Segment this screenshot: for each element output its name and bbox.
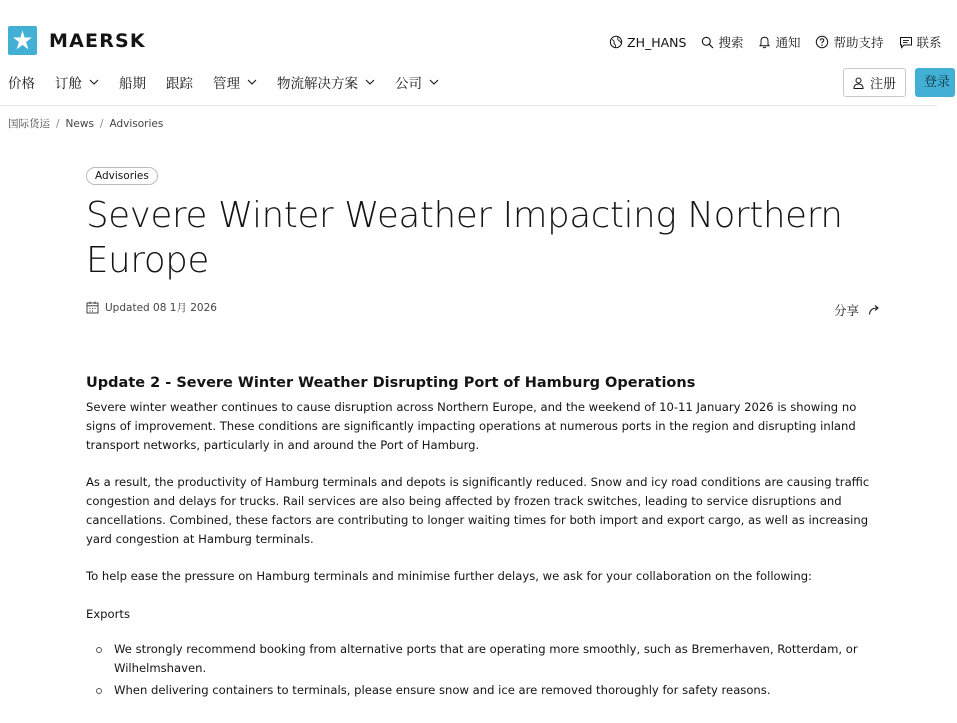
nav-label: 船期 [119,76,146,92]
category-tag[interactable]: Advisories [86,167,158,185]
help-link[interactable] [815,33,883,51]
login-button[interactable] [915,68,955,97]
notifications-link[interactable] [758,33,800,51]
breadcrumb [8,116,163,131]
article-heading: Update 2 - Severe Winter Weather Disrupting Port of Hamburg Operations [86,375,696,391]
maersk-logo[interactable] [8,26,146,55]
breadcrumb-separator: / [56,117,60,130]
exports-heading: Exports [86,606,130,621]
nav-item-company[interactable] [395,72,439,92]
language-label: ZH_HANS [627,34,687,50]
nav-item-booking[interactable] [55,72,99,92]
chevron-down-icon [429,79,439,85]
chevron-down-icon [247,79,257,85]
article-paragraph: Severe winter weather continues to cause disruption across Northern Europe, and the weekend of 10-11 January 2026 is showing no signs of improvement. These conditions are significantly impacting operations at numerous ports in the region and disrupting inland transport networks, particularly in and around the Port of Hamburg. [86,400,857,452]
nav-label: 价格 [8,76,35,92]
share-label: 分享 [834,303,860,318]
breadcrumb-item[interactable]: News [65,117,94,130]
share-icon [868,304,881,316]
help-label: 帮助支持 [833,35,884,50]
chevron-down-icon [89,79,99,85]
updated-date [86,300,217,315]
breadcrumb-item[interactable]: Advisories [109,117,164,130]
page-title: Severe Winter Weather Impacting Northern Europe [86,195,843,281]
contact-label: 联系 [916,35,942,50]
list-item: We strongly recommend booking from alternative ports that are operating more smoothly, such as Bremerhaven, Rotterdam, or Wilhelmshaven. [86,640,886,678]
search-icon [701,36,714,49]
breadcrumb-item[interactable]: 国际货运 [8,118,50,130]
help-icon [815,35,829,49]
nav-item-manage[interactable] [213,72,257,92]
user-icon [853,77,864,89]
nav-label: 公司 [395,76,422,92]
list-item: When delivering containers to terminals, please ensure snow and ice are removed thoroughly for safety reasons. [86,681,886,700]
globe-icon [609,35,623,49]
notifications-label: 通知 [775,35,801,50]
article-body [86,374,886,703]
share-button[interactable] [834,301,881,319]
bell-icon [758,35,771,49]
utility-nav [609,33,957,51]
nav-item-logistics[interactable] [277,72,375,92]
search-link[interactable] [701,33,743,51]
nav-label: 跟踪 [166,76,193,92]
calendar-icon [86,301,99,314]
nav-item-schedules[interactable] [119,72,146,92]
language-selector[interactable] [609,35,686,50]
site-header [0,0,951,106]
register-button[interactable] [843,68,906,97]
main-nav [8,72,459,92]
nav-item-tracking[interactable] [166,72,193,92]
brand-wordmark: MAERSK [49,29,146,52]
exports-list [86,640,886,699]
breadcrumb-separator: / [99,117,104,130]
nav-item-prices[interactable] [8,72,35,92]
search-label: 搜索 [718,35,744,50]
nav-label: 物流解决方案 [277,76,358,92]
chevron-down-icon [365,79,375,85]
nav-label: 管理 [213,76,240,92]
register-label: 注册 [869,77,896,92]
nav-label: 订舱 [55,76,82,92]
article-paragraph: To help ease the pressure on Hamburg terminals and minimise further delays, we ask for your collaboration on the following: [86,569,812,584]
contact-link[interactable] [899,33,942,51]
star-icon [8,26,37,55]
chat-icon [899,36,913,49]
updated-label: Updated 08 1月 2026 [105,302,217,314]
login-label: 登录 [924,75,951,90]
article-paragraph: As a result, the productivity of Hamburg terminals and depots is significantly reduced. Snow and icy road conditions are causing traffic congestion and delays for trucks. Rail services are also being affected by frozen track switches, leading to service disruptions and cancellations. Combined, these factors are contributing to longer waiting times for both import and export cargo, as well as increasing yard congestion at Hamburg terminals. [86,475,870,546]
